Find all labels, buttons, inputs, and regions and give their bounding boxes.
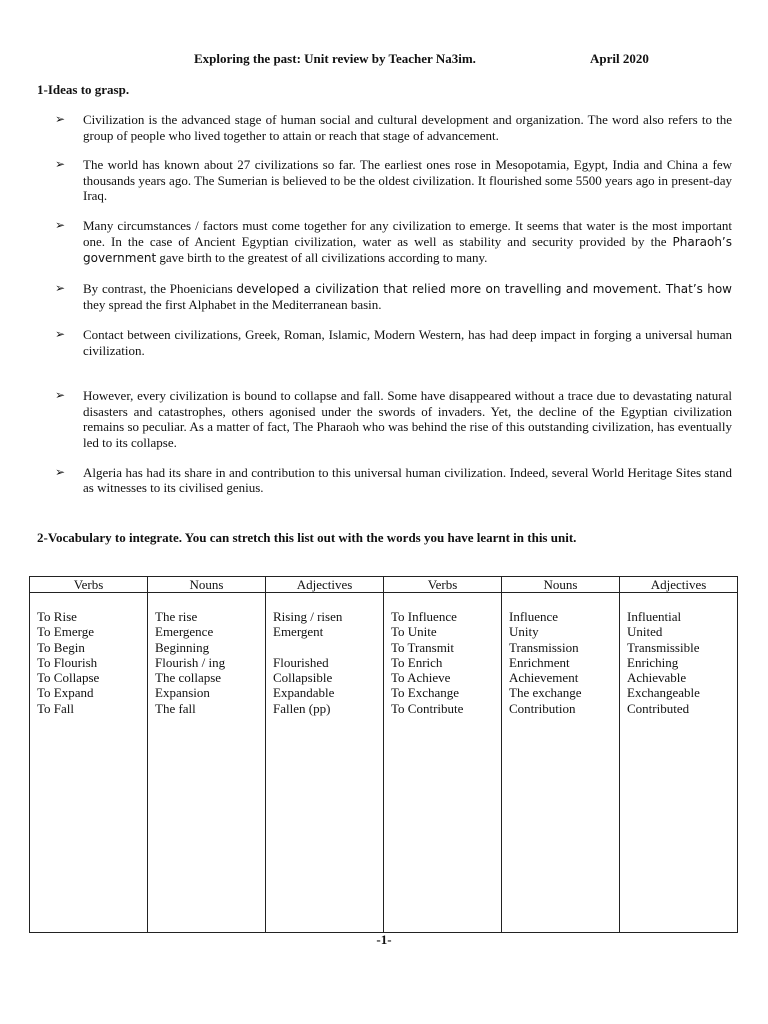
arrowhead-bullet-icon: ➢ xyxy=(55,217,66,232)
section-heading-ideas: 1-Ideas to grasp. xyxy=(37,82,130,97)
word-cell: To Emerge xyxy=(37,624,94,640)
word-cell: Achievable xyxy=(627,670,687,686)
word-column-verbs xyxy=(30,593,148,933)
word-cell: Collapsible xyxy=(273,670,333,686)
word-cell xyxy=(273,640,383,655)
word-column-adjectives xyxy=(620,593,738,933)
word-cell: Emergent xyxy=(273,624,324,640)
word-cell: Influence xyxy=(509,609,559,624)
word-column-nouns xyxy=(502,593,620,933)
word-cell: United xyxy=(627,624,663,640)
table-row xyxy=(30,593,738,933)
word-column-verbs xyxy=(384,593,502,933)
document-header xyxy=(0,51,768,69)
word-cell: Achievement xyxy=(509,670,579,686)
document-title: Exploring the past: Unit review by Teacher Na3im. xyxy=(194,51,476,66)
bullet-item xyxy=(55,281,732,313)
arrowhead-bullet-icon: ➢ xyxy=(55,464,66,479)
word-cell: To Influence xyxy=(391,609,457,624)
word-cell: To Flourish xyxy=(37,654,98,670)
bullet-item xyxy=(55,112,732,143)
word-cell: Contribution xyxy=(509,700,576,716)
word-column-adjectives xyxy=(266,593,384,933)
arrowhead-bullet-icon: ➢ xyxy=(55,388,66,403)
word-cell: The fall xyxy=(155,700,196,716)
arrowhead-bullet-icon: ➢ xyxy=(55,280,66,295)
bullet-item xyxy=(55,465,732,496)
bullet-text-continued: they spread the first Alphabet in the Mediterranean basin. xyxy=(83,297,382,313)
section-heading-vocabulary: 2-Vocabulary to integrate. You can stretch this list out with the words you have learnt in this unit. xyxy=(37,530,577,545)
word-cell: To Fall xyxy=(37,700,75,716)
word-cell: Unity xyxy=(509,624,539,640)
word-cell: To Collapse xyxy=(37,670,100,686)
word-cell: Contributed xyxy=(627,700,690,716)
bullet-text: Many circumstances / factors must come together for any civilization to emerge. It seems that water is the most important one. In the case of Ancient Egyptian civilization, water as well as stability and security provided by the xyxy=(83,217,732,249)
document-date: April 2020 xyxy=(590,51,649,66)
column-header: Verbs xyxy=(384,577,502,593)
word-cell: Influential xyxy=(627,609,682,624)
word-cell: The rise xyxy=(155,609,198,624)
word-cell: Flourish / ing xyxy=(155,654,226,670)
word-cell: To Contribute xyxy=(391,700,464,716)
word-cell: To Begin xyxy=(37,639,85,655)
word-cell: Expandable xyxy=(273,685,335,701)
arrowhead-bullet-icon: ➢ xyxy=(55,326,66,341)
bullet-text: Algeria has had its share in and contribution to this universal human civilization. Indeed, several World Heritage Sites stand as witnesses to its civilised genius. xyxy=(83,464,732,496)
bullet-item xyxy=(55,218,732,267)
table-header-row xyxy=(30,577,738,593)
word-cell: To Exchange xyxy=(391,685,460,701)
vocabulary-table xyxy=(29,576,738,933)
word-cell: Fallen (pp) xyxy=(273,700,331,716)
bullet-text-sans-run: Pharaoh’s government xyxy=(83,234,732,266)
ideas-bullet-list xyxy=(55,112,732,496)
arrowhead-bullet-icon: ➢ xyxy=(55,112,66,126)
column-header: Nouns xyxy=(502,577,620,593)
bullet-text-continued: gave birth to the greatest of all civilizations according to many. xyxy=(156,250,488,266)
word-cell: To Achieve xyxy=(391,670,451,686)
bullet-item xyxy=(55,327,732,358)
bullet-text: Civilization is the advanced stage of human social and cultural development and organization. The word also refers to the group of people who lived together to attain or reach that stage of advancement. xyxy=(83,112,732,143)
column-header: Adjectives xyxy=(620,577,738,593)
word-cell: Transmissible xyxy=(627,639,700,655)
bullet-text: Contact between civilizations, Greek, Roman, Islamic, Modern Western, has had deep impact in forging a universal human civilization. xyxy=(83,326,732,358)
bullet-text-sans-run: developed a civilization that relied more on travelling and movement. That’s how xyxy=(236,281,732,296)
bullet-text: By contrast, the Phoenicians xyxy=(83,280,237,296)
word-cell: Beginning xyxy=(155,639,210,655)
bullet-item xyxy=(55,157,732,204)
word-cell: The exchange xyxy=(509,685,582,701)
word-cell: To Rise xyxy=(37,609,77,624)
word-cell: To Expand xyxy=(37,685,94,701)
word-cell: To Enrich xyxy=(391,654,443,670)
column-header: Nouns xyxy=(148,577,266,593)
word-cell: Rising / risen xyxy=(273,609,343,624)
word-cell: Transmission xyxy=(509,639,579,655)
bullet-text: The world has known about 27 civilizations so far. The earliest ones rose in Mesopotamia, Egypt, India and China a few thousands years ago. The Sumerian is believed to be the oldest civilization. It flourished some 5500 years ago in present-day Iraq. xyxy=(83,157,732,204)
word-cell: Emergence xyxy=(155,624,214,640)
bullet-item xyxy=(55,388,732,450)
word-cell: The collapse xyxy=(155,670,222,686)
word-cell: Expansion xyxy=(155,685,210,701)
word-cell: Exchangeable xyxy=(627,685,700,701)
arrowhead-bullet-icon: ➢ xyxy=(55,157,66,172)
word-cell: Flourished xyxy=(273,654,329,670)
page-number: -1- xyxy=(376,932,392,947)
word-cell: To Transmit xyxy=(391,639,455,655)
word-cell: To Unite xyxy=(391,624,437,640)
bullet-text: However, every civilization is bound to collapse and fall. Some have disappeared without a trace due to devastating natural disasters and catastrophes, others agonised under the swords of invaders. Yet, the decline of the Egyptian civilization remains so peculiar. As a matter of fact, The Pharaoh who was behind the rise of this outstanding civilization, has eventually led to its collapse. xyxy=(83,388,732,450)
word-cell: Enriching xyxy=(627,654,679,670)
word-cell: Enrichment xyxy=(509,654,570,670)
word-column-nouns xyxy=(148,593,266,933)
column-header: Verbs xyxy=(30,577,148,593)
column-header: Adjectives xyxy=(266,577,384,593)
